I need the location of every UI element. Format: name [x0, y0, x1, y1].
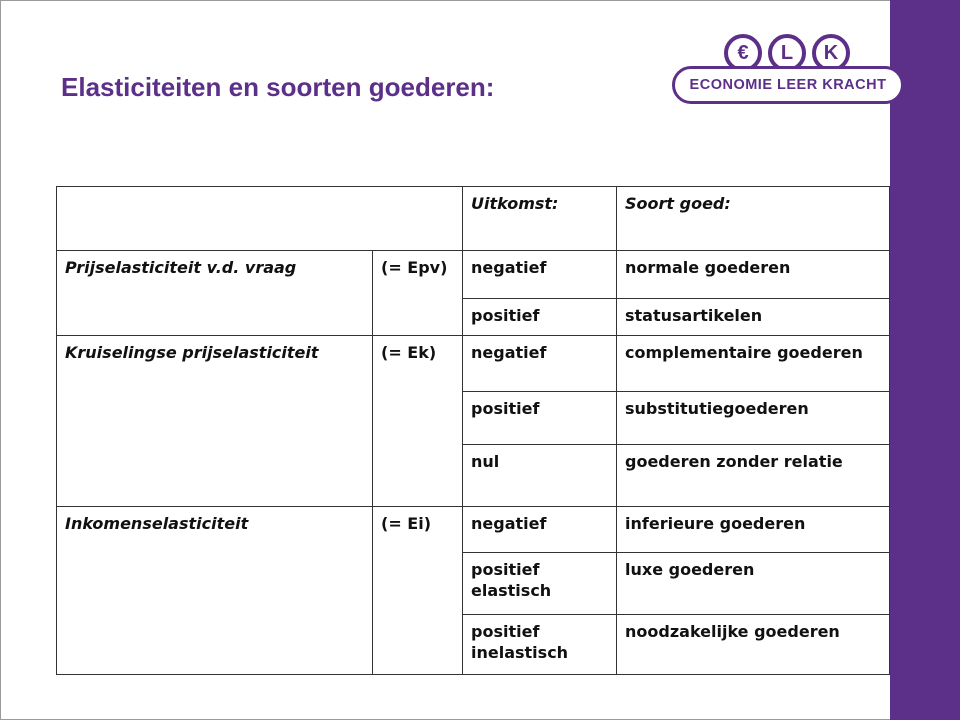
elk-logo — [668, 34, 908, 108]
header-type: Soort goed: — [617, 187, 890, 251]
result-cell: nul — [463, 445, 617, 507]
header-empty-cell — [57, 187, 463, 251]
elasticity-code: (= Ek) — [373, 336, 463, 507]
table-row — [57, 336, 890, 392]
result-cell: negatief — [463, 251, 617, 299]
elasticity-name: Inkomenselasticiteit — [57, 507, 373, 675]
goods-type-cell: statusartikelen — [617, 299, 890, 336]
table-row — [57, 507, 890, 553]
elasticity-code: (= Ei) — [373, 507, 463, 675]
logo-banner-text: ECONOMIE LEER KRACHT — [672, 66, 904, 104]
goods-type-cell: complementaire goederen — [617, 336, 890, 392]
k-logo-circle: K — [812, 34, 850, 72]
goods-type-cell: normale goederen — [617, 251, 890, 299]
goods-type-cell: luxe goederen — [617, 553, 890, 615]
header-result: Uitkomst: — [463, 187, 617, 251]
elasticity-table — [56, 186, 890, 675]
euro-logo-circle: € — [724, 34, 762, 72]
elasticity-name: Prijselasticiteit v.d. vraag — [57, 251, 373, 336]
result-cell: positief elastisch — [463, 553, 617, 615]
goods-type-cell: substitutiegoederen — [617, 392, 890, 445]
result-cell: positief — [463, 392, 617, 445]
table-header-row — [57, 187, 890, 251]
result-cell: positief inelastisch — [463, 615, 617, 675]
elasticity-name: Kruiselingse prijselasticiteit — [57, 336, 373, 507]
table-row — [57, 251, 890, 299]
goods-type-cell: noodzakelijke goederen — [617, 615, 890, 675]
result-cell: negatief — [463, 507, 617, 553]
purple-sidebar — [890, 0, 960, 720]
goods-type-cell: inferieure goederen — [617, 507, 890, 553]
elasticity-code: (= Epv) — [373, 251, 463, 336]
result-cell: positief — [463, 299, 617, 336]
l-logo-circle: L — [768, 34, 806, 72]
result-cell: negatief — [463, 336, 617, 392]
goods-type-cell: goederen zonder relatie — [617, 445, 890, 507]
slide-title: Elasticiteiten en soorten goederen: — [61, 72, 495, 102]
